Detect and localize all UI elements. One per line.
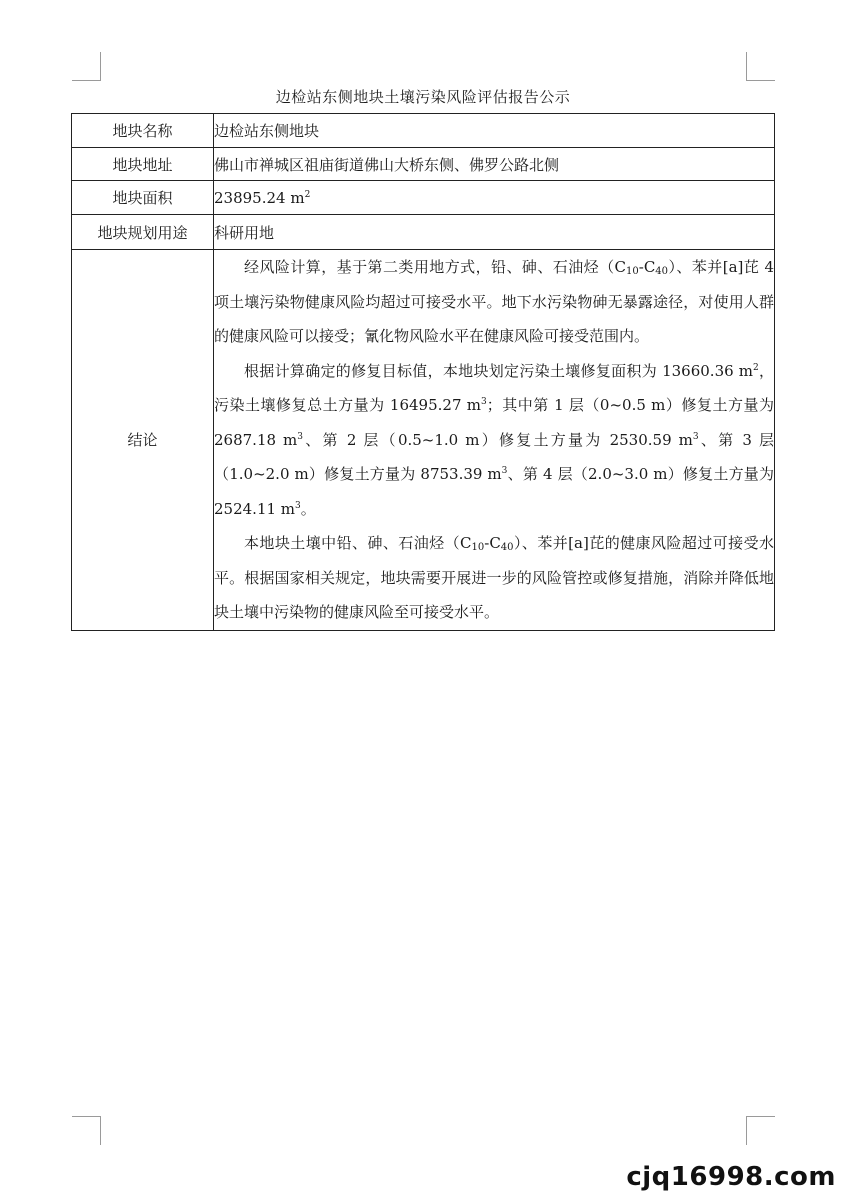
text-run: -C [484, 534, 501, 552]
document-title: 边检站东侧地块土壤污染风险评估报告公示 [275, 88, 571, 106]
table-row [72, 148, 775, 181]
text-run: 本地块土壤中铅、砷、石油烃（C [244, 534, 472, 552]
crop-mark-top-right [746, 52, 775, 81]
superscript: 3 [297, 431, 304, 442]
area-number: 23895.24 m [214, 188, 305, 207]
row-label-usage: 地块规划用途 [72, 215, 214, 250]
table-row [72, 181, 775, 215]
row-label-area: 地块面积 [72, 181, 214, 215]
table-row-conclusion [72, 250, 775, 631]
subscript: 40 [655, 266, 669, 277]
text-run: ）、苯并[a]芘 4 项土壤污染物健康风险均超过可接受水平。地下水污染物砷无暴露途径，对使用人群的健康风险可以接受；氰化物风险水平在健康风险可接受范围内。 [214, 258, 774, 345]
text-run: ，污染土壤修复总土方量为 16495.27 m [214, 361, 774, 414]
conclusion-paragraph-2 [214, 354, 774, 527]
table-row [72, 215, 775, 250]
superscript: 2 [752, 362, 759, 373]
text-run: -C [638, 258, 656, 276]
row-value-area [214, 181, 775, 215]
text-run: 经风险计算，基于第二类用地方式，铅、砷、石油烃（C [244, 258, 627, 276]
conclusion-paragraph-3 [214, 526, 774, 630]
superscript: 3 [481, 397, 487, 407]
crop-mark-bottom-left [72, 1116, 101, 1145]
text-run: ；其中第 1 层（0~0.5 m）修复土方量为 2687.18 m [214, 396, 774, 449]
text-run: 、第 2 层（0.5~1.0 m）修复土方量为 2530.59 m [303, 430, 693, 449]
text-run: 、第 4 层（2.0~3.0 m）修复土方量为 2524.11 m [214, 465, 775, 518]
report-table [71, 113, 775, 631]
row-value-usage: 科研用地 [214, 215, 775, 250]
text-run: 、第 3 层（1.0~2.0 m）修复土方量为 8753.39 m [214, 430, 774, 483]
area-unit-sup: 2 [304, 189, 311, 200]
crop-mark-top-left [72, 52, 101, 81]
text-run: ）、苯并[a]芘的健康风险超过可接受水平。根据国家相关规定，地块需要开展进一步的风险管控或修复措施，消除并降低地块土壤中污染物的健康风险至可接受水平。 [214, 534, 774, 621]
row-value-name: 边检站东侧地块 [214, 114, 775, 148]
subscript: 10 [471, 542, 485, 553]
superscript: 3 [501, 466, 508, 476]
row-value-address: 佛山市禅城区祖庙街道佛山大桥东侧、佛罗公路北侧 [214, 148, 775, 181]
conclusion-paragraph-1 [214, 250, 774, 354]
text-run: 根据计算确定的修复目标值，本地块划定污染土壤修复面积为 13660.36 m [244, 361, 753, 380]
conclusion-label: 结论 [72, 250, 214, 631]
conclusion-content [214, 250, 775, 631]
text-run: 。 [300, 499, 316, 518]
superscript: 3 [692, 431, 699, 442]
site-watermark: cjq16998.com [626, 1162, 836, 1192]
subscript: 40 [500, 542, 514, 553]
row-label-name: 地块名称 [72, 114, 214, 148]
superscript: 3 [295, 500, 301, 511]
row-label-address: 地块地址 [72, 148, 214, 181]
subscript: 10 [626, 266, 639, 277]
crop-mark-bottom-right [746, 1116, 775, 1145]
table-row [72, 114, 775, 148]
